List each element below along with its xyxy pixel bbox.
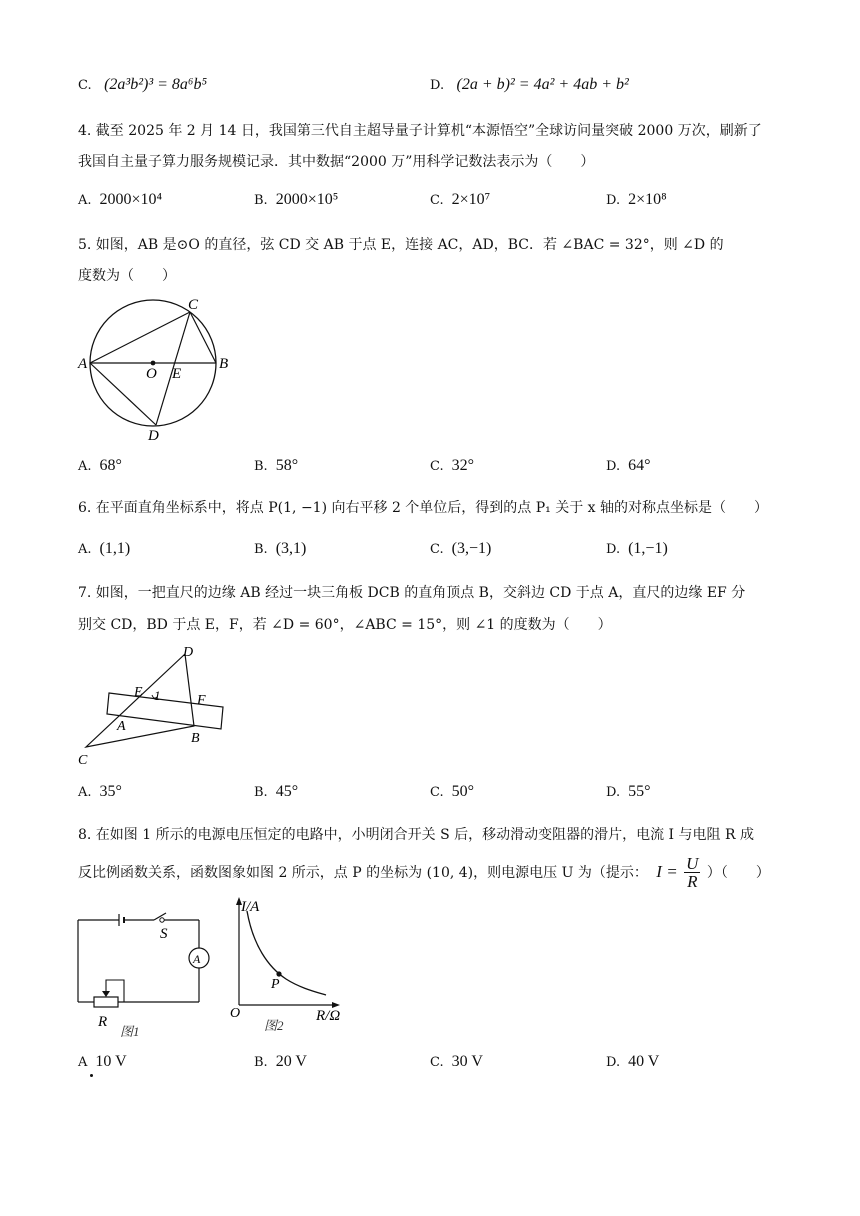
q8-hint-fraction: [684, 856, 700, 890]
q3-option-d: D. (2a + b)² = 4a² + 4ab + b²: [430, 76, 629, 93]
q8-fig1-label-r: R: [98, 1014, 108, 1030]
q4-option-d: D. 2×10⁸: [606, 191, 667, 208]
q4-option-a: A. 2000×10⁴: [78, 191, 163, 208]
q8-option-a-dot: [90, 1074, 93, 1077]
q8-fig2-xlabel: R/Ω: [316, 1008, 341, 1024]
q4-stem-line1: 4. 截至 2025 年 2 月 14 日，我国第三代自主超导量子计算机“本源悟空”全球访问量突破 2000 万次，刷新了: [78, 123, 762, 139]
q8-circuit-figure: [72, 908, 222, 1040]
q6-stem-line1: 6. 在平面直角坐标系中，将点 P(1, −1) 向右平移 2 个单位后，得到的点 P₁ 关于 x 轴的对称点坐标是（ ）: [78, 500, 769, 516]
q8-stem-line2-wrap: [78, 856, 770, 890]
q5-option-b: B. 58°: [254, 457, 299, 474]
q6-option-a: A. (1,1): [78, 540, 131, 557]
q5-label-c: C: [188, 297, 199, 313]
q5-option-c: C. 32°: [430, 457, 475, 474]
q8-fig2-origin: O: [230, 1006, 241, 1021]
q8-option-c: C. 30 V: [430, 1053, 483, 1070]
q8-stem-line2-tail: ）（ ）: [706, 865, 770, 881]
q8-fig1-label-s: S: [160, 926, 168, 942]
q8-fig1-caption: 图1: [120, 1024, 140, 1039]
q6-option-d: D. (1,−1): [606, 540, 668, 557]
q7-option-c: C. 50°: [430, 783, 475, 800]
q7-option-d: D. 55°: [606, 783, 651, 800]
q8-option-d: D. 40 V: [606, 1053, 660, 1070]
q5-option-a: A. 68°: [78, 457, 122, 474]
q8-hint-numerator: U: [686, 854, 699, 873]
q4-option-c: C. 2×10⁷: [430, 191, 491, 208]
q7-label-e: E: [134, 685, 143, 700]
q7-label-a: A: [117, 719, 126, 734]
q8-fig1-ammeter-label: A: [193, 952, 201, 966]
q5-label-b: B: [219, 356, 229, 372]
q6-option-b: B. (3,1): [254, 540, 307, 557]
q5-label-a: A: [78, 356, 88, 372]
q8-fig2-ylabel: I/A: [241, 899, 260, 915]
q7-ruler-triangle-figure: [74, 642, 234, 770]
q8-option-b: B. 20 V: [254, 1053, 307, 1070]
q8-fig2-label-p: P: [271, 977, 280, 992]
q5-label-o: O: [146, 366, 157, 382]
q8-hint-denominator: R: [687, 872, 698, 891]
q5-stem-line2: 度数为（ ）: [78, 268, 176, 284]
q8-stem-line2: 反比例函数关系，函数图象如图 2 所示，点 P 的坐标为 (10, 4)，则电源电压 U 为（提示：: [78, 865, 648, 881]
q7-label-c: C: [78, 753, 88, 768]
q5-label-e: E: [172, 366, 182, 382]
q4-stem-line2: 我国自主量子算力服务规模记录．其中数据“2000 万”用科学记数法表示为（ ）: [78, 154, 595, 170]
q6-option-c: C. (3,−1): [430, 540, 492, 557]
q7-stem-line2: 别交 CD，BD 于点 E，F，若 ∠D = 60°，∠ABC = 15°，则 ∠1 的度数为（ ）: [78, 617, 612, 633]
q5-circle-figure: [74, 292, 244, 448]
q8-fig2-caption: 图2: [264, 1018, 284, 1033]
q4-option-b: B. 2000×10⁵: [254, 191, 339, 208]
q7-stem-line1: 7. 如图，一把直尺的边缘 AB 经过一块三角板 DCB 的直角顶点 B，交斜边 CD 于点 A，直尺的边缘 EF 分: [78, 585, 746, 601]
q7-label-f: F: [197, 693, 206, 708]
q5-label-d: D: [148, 428, 159, 444]
q8-option-a: A 10 V: [78, 1053, 127, 1070]
q5-option-d: D. 64°: [606, 457, 651, 474]
q5-stem-line1: 5. 如图，AB 是⊙O 的直径，弦 CD 交 AB 于点 E，连接 AC，AD，BC．若 ∠BAC = 32°，则 ∠D 的: [78, 237, 724, 253]
q3-option-c: C. (2a³b²)³ = 8a⁶b⁵: [78, 76, 208, 93]
q7-label-angle1: 1: [154, 688, 161, 703]
q7-option-a: A. 35°: [78, 783, 122, 800]
q7-label-d: D: [183, 645, 194, 660]
q8-stem-line1: 8. 在如图 1 所示的电源电压恒定的电路中，小明闭合开关 S 后，移动滑动变阻器的滑片，电流 I 与电阻 R 成: [78, 827, 754, 843]
q8-hint-lhs: I =: [656, 862, 678, 881]
q8-graph-figure: [226, 893, 356, 1033]
q7-label-b: B: [191, 731, 200, 746]
q7-option-b: B. 45°: [254, 783, 299, 800]
